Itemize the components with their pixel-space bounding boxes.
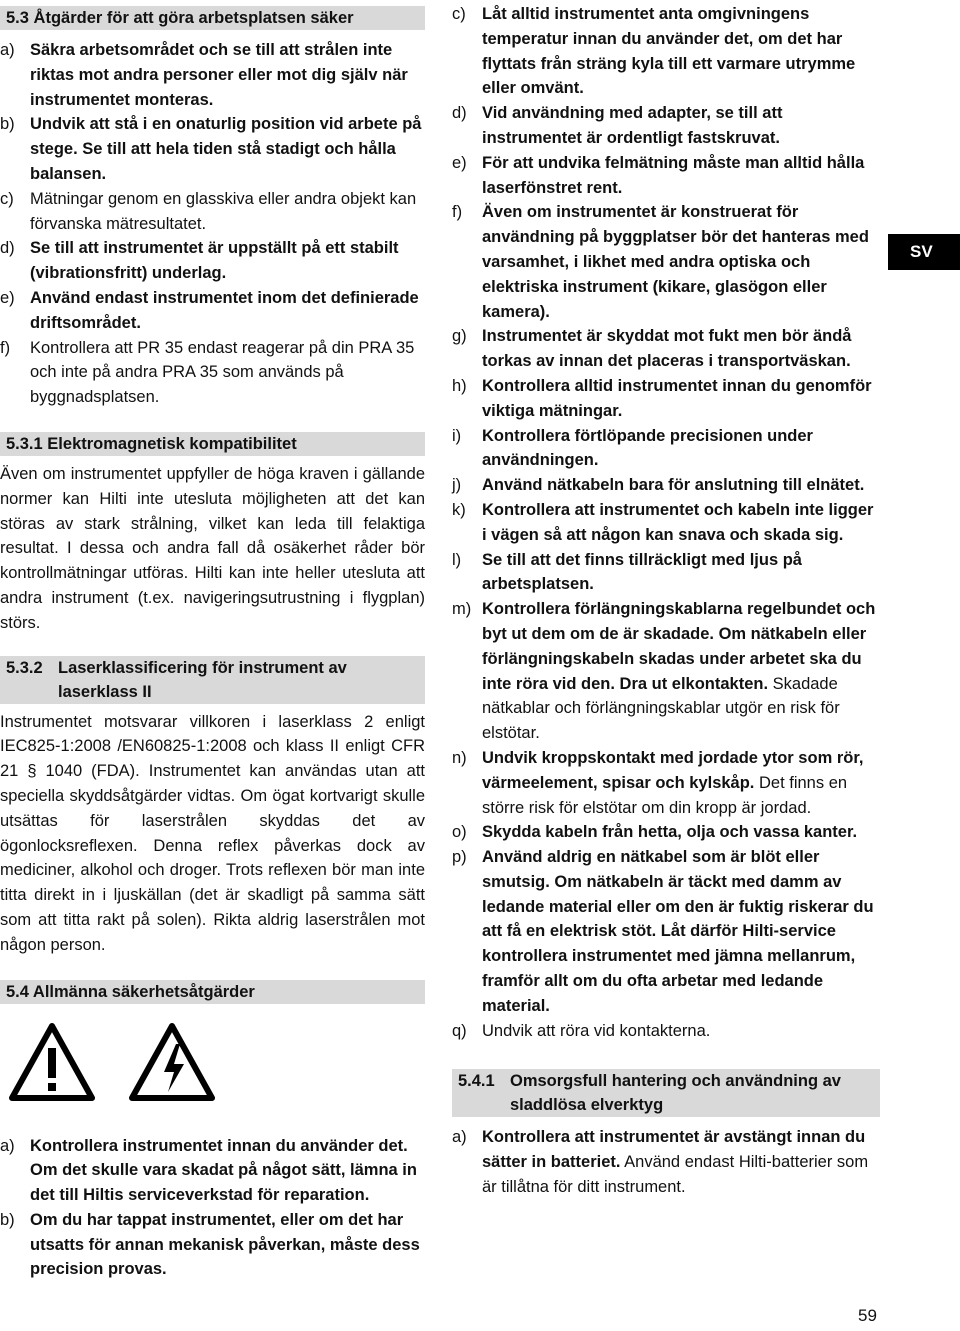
list-item [452, 597, 880, 746]
item-label: d) [452, 104, 467, 123]
section-number: 5.4.1 [458, 1072, 495, 1091]
item-label: f) [452, 203, 463, 222]
item-label: q) [452, 1021, 467, 1040]
section-5-4-1-list [452, 1125, 880, 1199]
item-label: c) [452, 5, 466, 23]
item-text-bold: Använd nätkabeln bara för anslutning till elnätet. [482, 476, 865, 495]
item-text: Undvik att röra vid kontakterna. [482, 1021, 711, 1040]
list-item [452, 820, 880, 845]
item-text-bold: Använd aldrig en nätkabel som är blöt eller smutsig. Om nätkabeln är täckt med damm av ledande material eller om den är fuktig riskerar du att få en elektrisk stöt. Låt därför Hilti-service kontrollera instrumentet med jämna mellanrum, framför allt om du ofta arbetar med ledande material. [482, 848, 874, 1015]
section-title: Omsorgsfull hantering och användning av sladdlösa elverktyg [510, 1072, 841, 1115]
item-text-bold: Även om instrumentet är konstruerat för användning på byggplatser bör det hanteras med varsamhet, i likhet med andra optiska och elektriska instrument (kikare, glasögon eller kamera). [482, 203, 869, 321]
list-item [452, 498, 880, 548]
list-item [452, 473, 880, 498]
item-label: m) [452, 600, 472, 619]
item-label: a) [452, 1128, 467, 1147]
item-text-bold: Skydda kabeln från hetta, olja och vassa kanter. [482, 823, 858, 842]
list-item [452, 374, 880, 424]
item-text: Mätningar genom en glasskiva eller andra objekt kan förvanska mätresultatet. [30, 189, 417, 233]
item-label: b) [0, 1210, 15, 1229]
item-text: Undvik att stå i en onaturlig position vid arbete på stege. Se till att hela tiden stå stadigt och hålla balansen. [30, 115, 422, 183]
list-item [452, 424, 880, 474]
list-item [452, 548, 880, 598]
item-text-bold: Kontrollera att instrumentet och kabeln inte ligger i vägen så att någon kan snava och skada sig. [482, 500, 874, 544]
item-text-bold: För att undvika felmätning måste man alltid hålla laserfönstret rent. [482, 153, 865, 197]
section-number: 5.3 [6, 9, 29, 27]
section-5-4-list-continued [452, 2, 880, 1043]
section-title: Åtgärder för att göra arbetsplatsen säker [33, 9, 354, 27]
list-item [0, 112, 425, 186]
item-text-bold: Se till att det finns tillräckligt med ljus på arbetsplatsen. [482, 550, 802, 594]
list-item [0, 1134, 425, 1208]
item-label: f) [0, 338, 11, 357]
item-text: Skadade nätkablar och förlängningskablar utgör en risk för elstötar. [482, 674, 840, 743]
item-label: n) [452, 748, 467, 767]
item-text: Det finns en större risk för elstötar om din kropp är jordad. [482, 773, 848, 817]
section-title: Allmänna säkerhetsåtgärder [32, 982, 255, 1001]
item-text: Använd endast Hilti-batterier som är tillåtna för ditt instrument. [482, 1153, 869, 1197]
item-text-bold: Kontrollera förtlöpande precisionen under användningen. [482, 426, 813, 470]
section-5-4-1-heading [452, 1069, 880, 1117]
list-item [0, 187, 425, 237]
item-label: e) [0, 288, 15, 307]
list-item [452, 151, 880, 201]
item-label: b) [0, 115, 15, 134]
section-number: 5.4 [6, 982, 29, 1001]
section-title: Elektromagnetisk kompatibilitet [47, 434, 297, 453]
item-label: c) [0, 189, 14, 208]
list-item [0, 286, 425, 336]
item-text: Se till att instrumentet är uppställt på ett stabilt (vibrationsfritt) underlag. [30, 239, 399, 283]
list-item [0, 38, 425, 112]
section-number: 5.3.2 [6, 658, 43, 677]
item-text: Säkra arbetsområdet och se till att strålen inte riktas mot andra personer eller mot dig själv när instrumentet monteras. [30, 41, 408, 109]
section-5-3-heading [0, 6, 425, 30]
item-text-bold: Kontrollera att instrumentet är avstängt innan du sätter in batteriet. [482, 1128, 866, 1172]
item-label: i) [452, 426, 462, 445]
section-5-3-2-heading [0, 656, 425, 704]
item-label: e) [452, 153, 467, 172]
right-column [452, 0, 880, 1200]
item-label: o) [452, 823, 467, 842]
electrical-hazard-icon [128, 1022, 216, 1102]
list-item [0, 1208, 425, 1282]
section-5-3-2-text: Instrumentet motsvarar villkoren i laserklass 2 enligt IEC825-1:2008 /EN60825-1:2008 och klass II enligt CFR 21 § 1040 (FDA). Instrumentet kan användas utan att speciella skyddsåtgärder vidtas. Om ögat kortvarigt skulle utsättas för laserstrålen skyddas det av ögonlocksreflexen. Denna reflex påverkas dock av mediciner, alkohol och droger. Trots reflexen bör man inte titta direkt in i ljuskällan (det är skadligt på samma sätt som att titta rakt på solen). Rikta aldrig laserstrålen mot någon person. [0, 712, 425, 954]
list-item [452, 324, 880, 374]
section-5-3-list [0, 38, 425, 410]
item-text-bold: Kontrollera alltid instrumentet innan du genomför viktiga mätningar. [482, 376, 872, 420]
item-label: l) [452, 550, 462, 569]
list-item [0, 236, 425, 286]
item-text-bold: Kontrollera förlängningskablarna regelbundet och byt ut dem om de är skadade. Om nätkabeln eller förlängningskabeln skadas under arbetet ska du inte röra vid den. Dra ut elkontakten. [482, 600, 876, 693]
item-label: j) [452, 476, 462, 495]
item-label: h) [452, 376, 467, 395]
item-label: d) [0, 239, 15, 258]
item-text-bold: Vid användning med adapter, se till att instrumentet är ordentligt fastskruvat. [482, 104, 783, 147]
list-item [452, 845, 880, 1019]
section-5-3-1-text: Även om instrumentet uppfyller de höga kraven i gällande normer kan Hilti inte utesluta möjligheten att det kan störas av stark strålning, vilket kan leda till felaktiga resultat. I dessa och andra fall då osäkerhet råder bör kontrollmätningar utföras. Hilti kan inte heller utesluta att andra instrument (t.ex. navigeringsutrustning i flygplan) störs. [0, 464, 425, 632]
left-column [0, 0, 425, 1282]
list-item [452, 1019, 880, 1044]
list-item [452, 101, 880, 151]
item-label: p) [452, 848, 467, 867]
item-text: Kontrollera instrumentet innan du använder det. Om det skulle vara skadat på något sätt, lämna in det till Hiltis serviceverkstad för reparation. [30, 1136, 417, 1205]
section-number: 5.3.1 [6, 434, 43, 453]
item-text: Använd endast instrumentet inom det definierade driftsområdet. [30, 288, 419, 332]
page-number: 59 [858, 1306, 877, 1325]
item-label: a) [0, 41, 15, 59]
list-item [452, 2, 880, 101]
general-warning-icon [8, 1022, 96, 1102]
language-tab: SV [888, 234, 960, 270]
list-item [452, 746, 880, 820]
warning-icons [8, 1022, 425, 1114]
item-text: Om du har tappat instrumentet, eller om det har utsatts för annan mekanisk påverkan, måste dess precision provas. [30, 1210, 420, 1279]
item-text-bold: Undvik kroppskontakt med jordade ytor som rör, värmeelement, spisar och kylskåp. [482, 748, 864, 792]
item-label: a) [0, 1136, 15, 1155]
section-title: Laserklassificering för instrument av laserklass II [58, 658, 347, 701]
item-label: k) [452, 500, 466, 519]
section-5-4-heading [0, 980, 425, 1004]
item-text-bold: Instrumentet är skyddat mot fukt men bör ändå torkas av innan det placeras i transportväskan. [482, 327, 852, 371]
list-item [0, 336, 425, 410]
item-text-bold: Låt alltid instrumentet anta omgivningens temperatur innan du använder det, om det har flyttats från sträng kyla till ett varmare utrymme eller omvänt. [482, 5, 856, 98]
list-item [452, 1125, 880, 1199]
item-label: g) [452, 327, 467, 346]
section-5-3-1-heading [0, 432, 425, 456]
item-text: Kontrollera att PR 35 endast reagerar på din PRA 35 och inte på andra PRA 35 som används på byggnadsplatsen. [30, 338, 415, 407]
section-5-4-list [0, 1134, 425, 1283]
list-item [452, 200, 880, 324]
